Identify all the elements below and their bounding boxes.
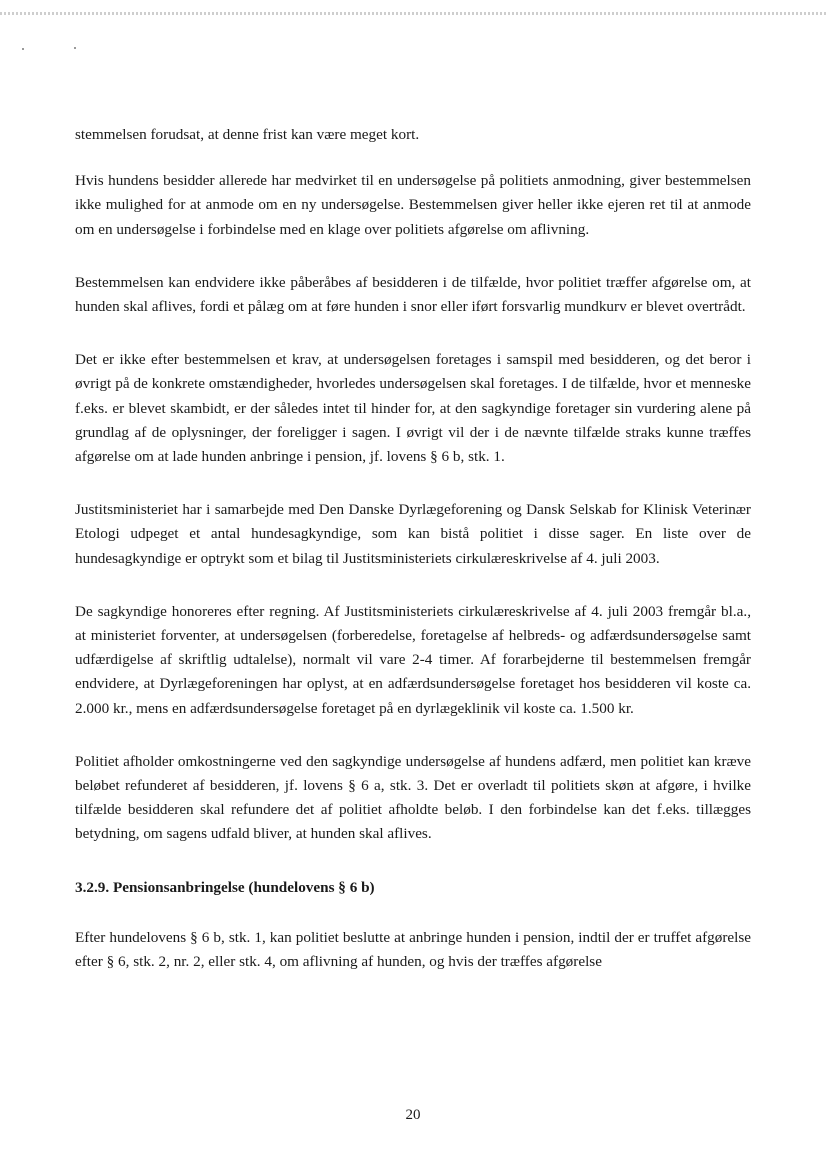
page-number: 20	[405, 1107, 421, 1123]
paragraph-leash-muzzle: Bestemmelsen kan endvidere ikke påberåbes af besidderen i de tilfælde, hvor politiet træffer afgørelse om, at hunden skal aflives, fordi et pålæg om at føre hunden i snor eller iført forsvarlig mundkurv er blevet overtrådt.	[75, 273, 751, 316]
scan-speck	[22, 48, 24, 50]
section-heading: 3.2.9. Pensionsanbringelse (hundelovens § 6 b)	[75, 878, 375, 896]
scan-edge-artifact	[0, 12, 826, 15]
paragraph-continuation: stemmelsen forudsat, at denne frist kan være meget kort.	[75, 126, 420, 143]
paragraph-investigation-procedure: Det er ikke efter bestemmelsen et krav, at undersøgelsen foretages i samspil med besidderen, og det beror i øvrigt på de konkrete omstændigheder, hvorledes undersøgelsen skal foretages. I de tilfælde, hvor et menneske f.eks. er blevet skambidt, er der således intet til hinder for, at den sagkyndige foretager sin vurdering alene på grundlag af de oplysninger, der foreligger i sagen. I øvrigt vil der i de nævnte tilfælde straks kunne træffes afgørelse om at lade hunden anbringe i pension, jf. lovens § 6 b, stk. 1.	[75, 351, 751, 466]
paragraph-expert-fees: De sagkyndige honoreres efter regning. Af Justitsministeriets cirkulæreskrivelse af 4. juli 2003 fremgår bl.a., at ministeriet forventer, at undersøgelsen (forberedelse, foretagelse af helbreds- og adfærdsundersøgelse samt udfærdigelse af skriftlig udtalelse), normalt vil vare 2-4 timer. Af forarbejderne til bestemmelsen fremgår endvidere, at Dyrlægeforeningen har oplyst, at en adfærdsundersøgelse foretaget hos besidderen vil koste ca. 2.000 kr., mens en adfærdsundersøgelse foretaget på en dyrlægeklinik vil koste ca. 1.500 kr.	[75, 602, 751, 717]
paragraph-police-costs: Politiet afholder omkostningerne ved den sagkyndige undersøgelse af hundens adfærd, men politiet kan kræve beløbet refunderet af besidderen, jf. lovens § 6 a, stk. 3. Det er overladt til politiets skøn at afgøre, i hvilke tilfælde besidderen skal refundere det af politiet afholdte beløb. I den forbindelse kan det f.eks. tillægges betydning, om sagens udfald bliver, at hunden skal aflives.	[75, 752, 751, 843]
paragraph-prior-investigation: Hvis hundens besidder allerede har medvirket til en undersøgelse på politiets anmodning, giver bestemmelsen ikke mulighed for at anmode om en ny undersøgelse. Bestemmelsen giver heller ikke ejeren ret til at anmode om en undersøgelse i forbindelse med en klage over politiets afgørelse om aflivning.	[75, 172, 751, 238]
scan-speck	[74, 47, 76, 49]
paragraph-expert-list: Justitsministeriet har i samarbejde med Den Danske Dyrlægeforening og Dansk Selskab for Klinisk Veterinær Etologi udpeget et antal hundesagkyndige, som kan bistå politiet i disse sager. En liste over de hundesagkyndige er optrykt som et bilag til Justitsministeriets cirkulæreskrivelse af 4. juli 2003.	[75, 501, 751, 567]
paragraph-pension-placement: Efter hundelovens § 6 b, stk. 1, kan politiet beslutte at anbringe hunden i pension, indtil der er truffet afgørelse efter § 6, stk. 2, nr. 2, eller stk. 4, om aflivning af hunden, og hvis der træffes afgørelse	[75, 928, 751, 970]
document-body	[75, 123, 751, 1003]
